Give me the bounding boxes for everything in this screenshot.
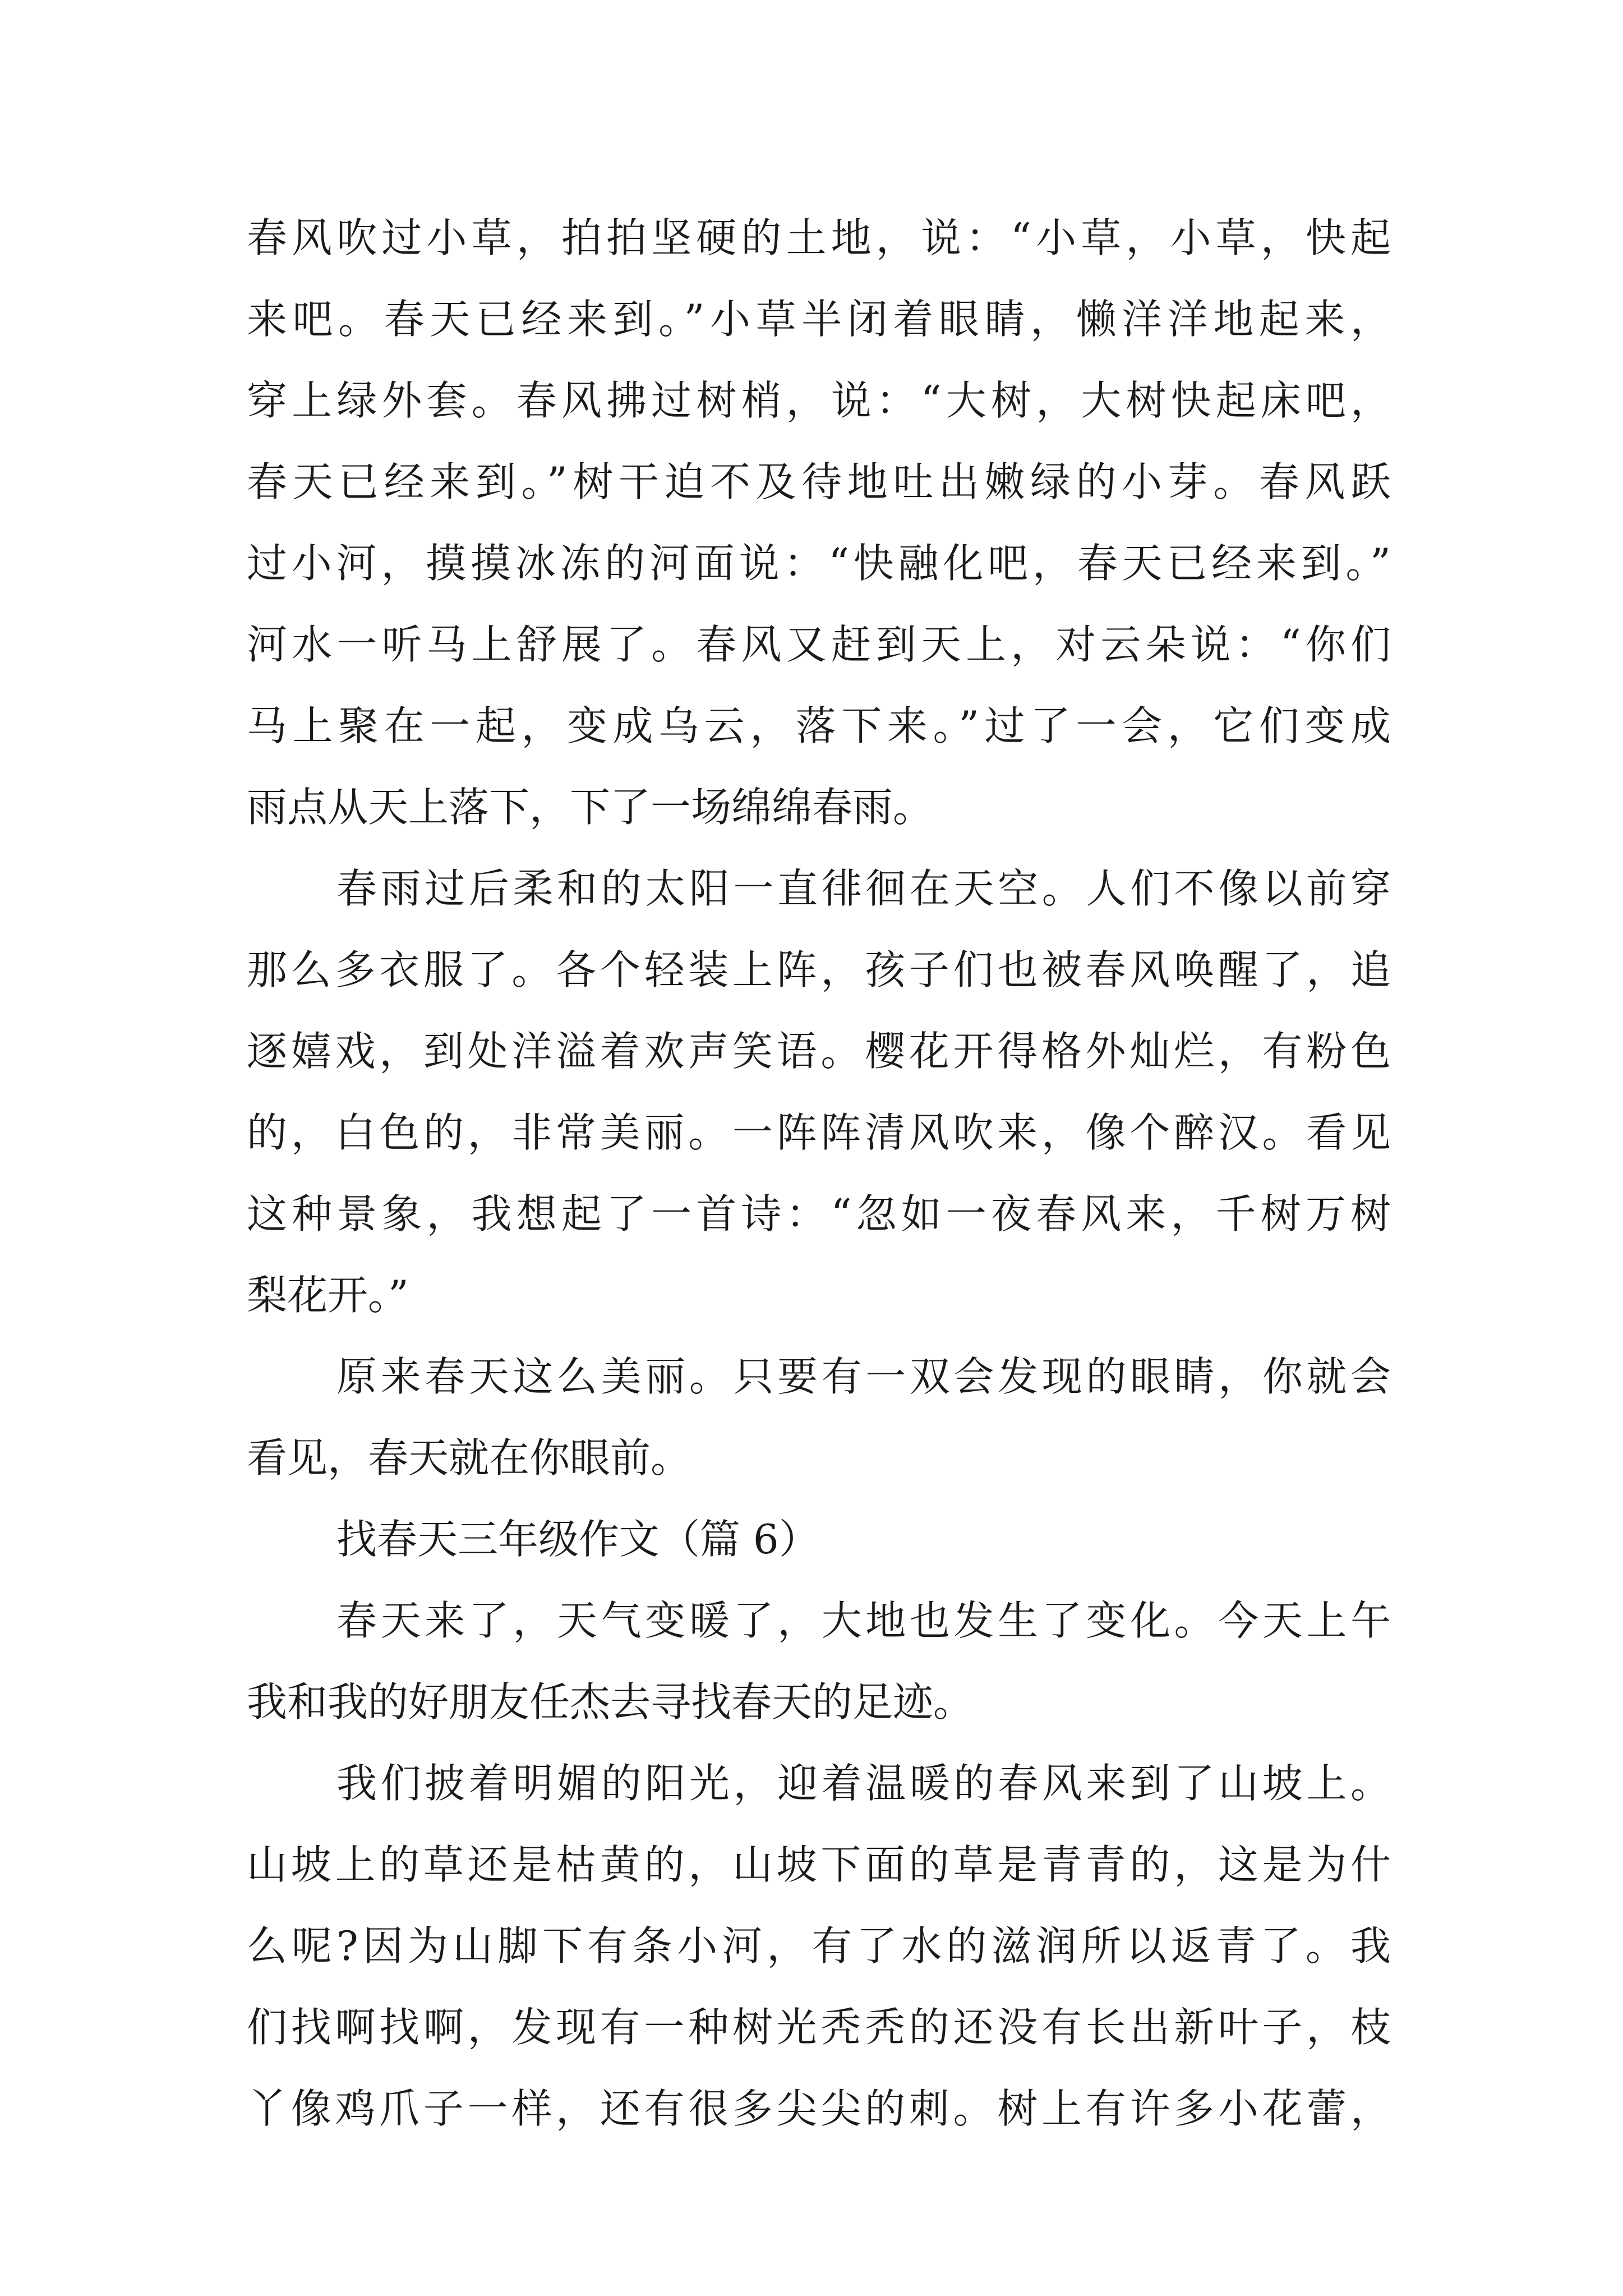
text-line: 的，白色的，非常美丽。一阵阵清风吹来，像个醉汉。看见 <box>247 1109 1391 1156</box>
section-heading: 找春天三年级作文（篇 6） <box>336 1516 819 1563</box>
text-line: 们找啊找啊，发现有一种树光秃秃的还没有长出新叶子，枝 <box>247 2004 1391 2051</box>
text-line: 雨点从天上落下，下了一场绵绵春雨。 <box>247 784 934 831</box>
paragraph-first-line: 我们披着明媚的阳光，迎着温暖的春风来到了山坡上。 <box>336 1760 1391 1807</box>
text-line: 这种景象，我想起了一首诗：“忽如一夜春风来，千树万树 <box>247 1190 1391 1237</box>
paragraph-first-line: 春雨过后柔和的太阳一直徘徊在天空。人们不像以前穿 <box>336 865 1391 912</box>
text-line: 我和我的好朋友任杰去寻找春天的足迹。 <box>247 1678 974 1726</box>
text-line: 来吧。春天已经来到。”小草半闭着眼睛，懒洋洋地起来， <box>247 296 1391 343</box>
text-line: 穿上绿外套。春风拂过树梢，说：“大树，大树快起床吧， <box>247 377 1391 424</box>
text-line: 丫像鸡爪子一样，还有很多尖尖的刺。树上有许多小花蕾， <box>247 2085 1391 2132</box>
text-line: 么呢?因为山脚下有条小河，有了水的滋润所以返青了。我 <box>247 1922 1391 1970</box>
text-line: 过小河，摸摸冰冻的河面说：“快融化吧，春天已经来到。” <box>247 540 1391 587</box>
text-line: 逐嬉戏，到处洋溢着欢声笑语。樱花开得格外灿烂，有粉色 <box>247 1028 1391 1075</box>
text-line: 那么多衣服了。各个轻装上阵，孩子们也被春风唤醒了，追 <box>247 946 1391 993</box>
paragraph-first-line: 春天来了，天气变暖了，大地也发生了变化。今天上午 <box>336 1597 1391 1644</box>
text-line: 河水一听马上舒展了。春风又赶到天上，对云朵说：“你们 <box>247 621 1391 668</box>
text-line: 春风吹过小草，拍拍坚硬的土地，说：“小草，小草，快起 <box>247 214 1391 261</box>
text-line: 梨花开。” <box>247 1272 409 1319</box>
text-line: 马上聚在一起，变成乌云，落下来。”过了一会，它们变成 <box>247 702 1391 749</box>
text-line: 山坡上的草还是枯黄的，山坡下面的草是青青的，这是为什 <box>247 1841 1391 1888</box>
text-line: 春天已经来到。”树干迫不及待地吐出嫩绿的小芽。春风跃 <box>247 458 1391 505</box>
document-body <box>247 208 1391 2160</box>
text-line: 看见，春天就在你眼前。 <box>247 1434 691 1481</box>
paragraph-first-line: 原来春天这么美丽。只要有一双会发现的眼睛，你就会 <box>336 1353 1391 1400</box>
